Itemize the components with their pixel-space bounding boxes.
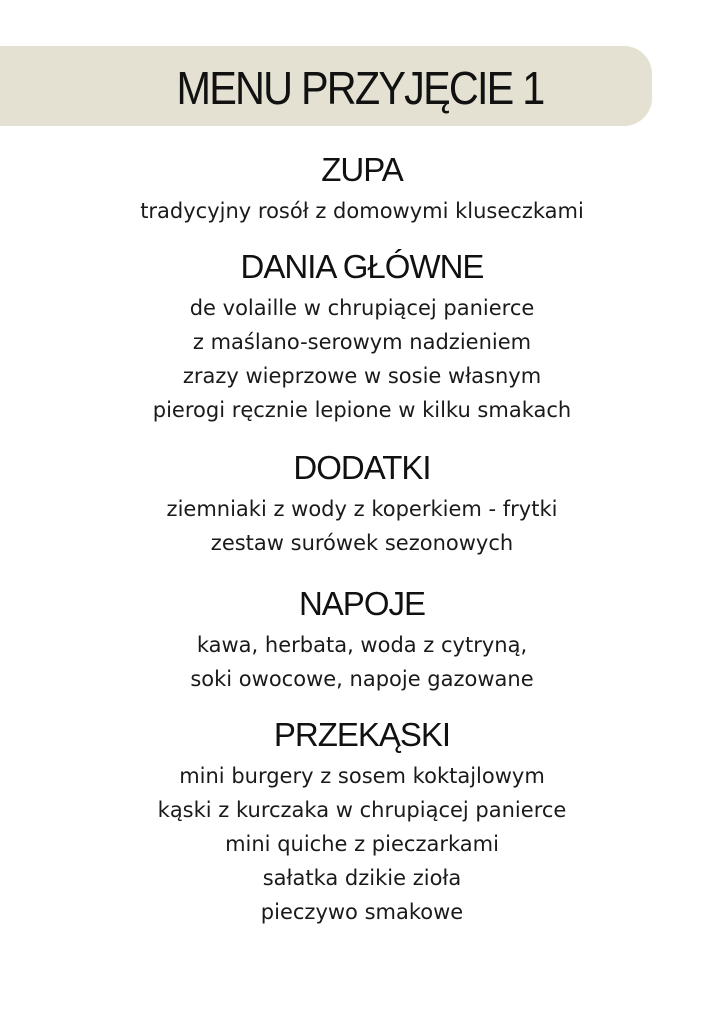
section-heading-napoje: NAPOJE [298, 585, 426, 622]
menu-item: mini burgery z sosem koktajlowym [179, 764, 545, 788]
section-napoje [0, 580, 724, 696]
menu-item: tradycyjny rosół z domowymi kluseczkami [140, 199, 584, 223]
section-heading-zupa: ZUPA [321, 151, 403, 188]
menu-item: pierogi ręcznie lepione w kilku smakach [152, 398, 572, 422]
section-zupa [0, 146, 724, 228]
title-banner [0, 46, 652, 126]
section-dodatki [0, 444, 724, 560]
menu-item: z maślano-serowym nadzieniem [192, 330, 532, 354]
menu-item: kawa, herbata, woda z cytryną, [196, 633, 528, 657]
menu-item: zrazy wieprzowe w sosie własnym [182, 364, 542, 388]
menu-content [0, 140, 724, 929]
section-heading-dania-glowne: DANIA GŁÓWNE [240, 248, 484, 285]
section-heading-przekaski: PRZEKĄSKI [273, 716, 451, 753]
page-title: MENU PRZYJĘCIE 1 [176, 62, 544, 114]
menu-item: mini quiche z pieczarkami [225, 832, 499, 856]
section-przekaski [0, 711, 724, 929]
section-dania-glowne [0, 243, 724, 427]
menu-item: pieczywo smakowe [260, 900, 464, 924]
menu-item: zestaw surówek sezonowych [210, 531, 514, 555]
menu-item: soki owocowe, napoje gazowane [190, 667, 534, 691]
menu-item: de volaille w chrupiącej panierce [189, 296, 535, 320]
menu-item: kąski z kurczaka w chrupiącej panierce [157, 798, 567, 822]
section-heading-dodatki: DODATKI [293, 449, 431, 486]
menu-item: ziemniaki z wody z koperkiem - frytki [166, 497, 558, 521]
menu-item: sałatka dzikie zioła [262, 866, 462, 890]
